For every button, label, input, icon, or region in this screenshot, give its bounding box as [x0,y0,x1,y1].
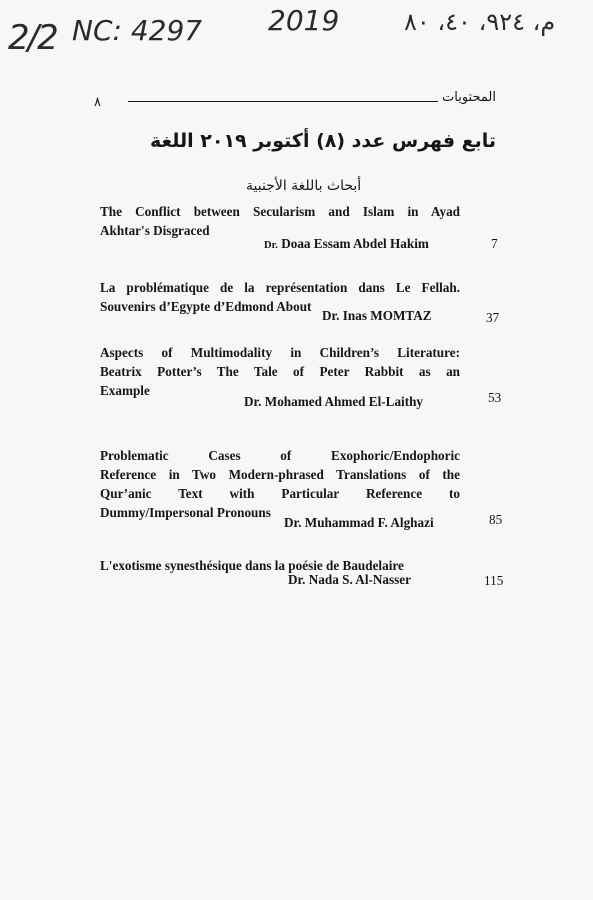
entry-title-line: Dummy/Impersonal Pronouns [100,505,271,520]
entry-title-line: Aspects of Multimodality in Children’s Literature: [100,345,460,360]
entry-title-line: Example [100,383,150,398]
entry-author [264,236,429,252]
entry-title-line: The Conflict between Secularism and Islam in Ayad [100,204,460,219]
header-rule [128,101,438,102]
author-prefix: Dr. [244,394,262,409]
entry-page-number: 53 [488,390,502,405]
header-section-title: المحتويات [442,90,496,105]
entry-title-line: Reference in Two Modern-phrased Translations of the [100,467,460,482]
handwritten-year: 2019 [268,4,340,37]
entry-title [100,446,460,522]
entry-page-number: 37 [486,310,500,325]
entry-author [322,308,432,324]
entry-title-line: Akhtar's Disgraced [100,223,210,238]
author-name: Muhammad F. Alghazi [304,515,434,530]
page-heading: تابع فهرس عدد (٨) أكتوبر ٢٠١٩ اللغة [150,130,497,152]
author-prefix: Dr. [284,515,302,530]
author-name: Inas MOMTAZ [342,308,432,323]
entry-author [244,394,423,410]
handwritten-code: NC: 4297 [72,14,203,47]
entry-title-line: La problématique de la représentation dans Le Fellah. [100,280,460,295]
entry-title-line: Beatrix Potter’s The Tale of Peter Rabbit as an [100,364,460,379]
author-prefix: Dr. [322,308,340,323]
entry-title-line: Qur’anic Text with Particular Reference to [100,486,460,501]
entry-title-line: L'exotisme synesthésique dans la poésie de Baudelaire [100,558,404,573]
handwritten-arabic-code: م، ٩٢٤، ٤٠، ٨٠ [404,8,556,36]
page-subheading: أبحاث باللغة الأجنبية [246,178,362,194]
entry-title [100,343,460,400]
entry-author [288,572,411,588]
entry-title-line: Problematic Cases of Exophoric/Endophoric [100,448,460,463]
entry-page-number: 115 [484,573,504,588]
author-name: Doaa Essam Abdel Hakim [281,236,429,251]
entry-title-line: Souvenirs d’Egypte d’Edmond About [100,299,312,314]
header-page-number: ٨ [94,94,101,109]
entry-page-number: 85 [489,512,503,527]
handwritten-fraction: 2/2 [8,18,57,58]
author-prefix: Dr. [288,572,306,587]
author-prefix: Dr. [264,240,278,251]
entry-page-number: 7 [491,236,498,251]
author-name: Nada S. Al-Nasser [308,572,411,587]
entry-title [100,202,460,240]
author-name: Mohamed Ahmed El-Laithy [264,394,424,409]
entry-author [284,515,434,531]
